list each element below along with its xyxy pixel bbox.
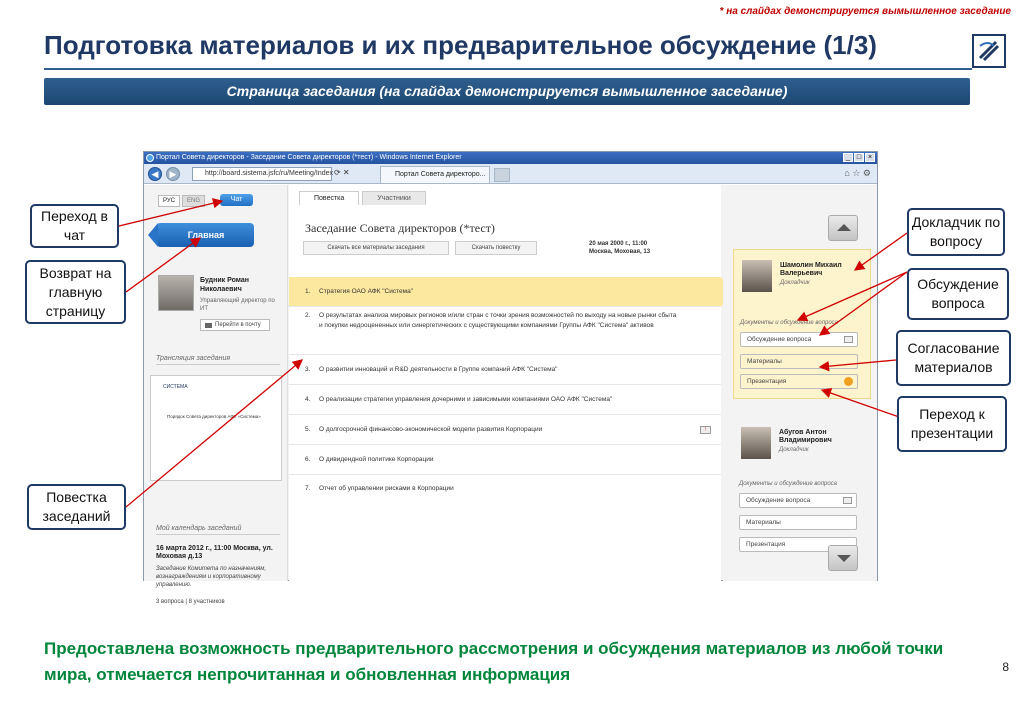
agenda-number: 3. (305, 366, 311, 373)
speaker-name: Абугов Антон Владимирович (779, 429, 832, 444)
presentation-button[interactable]: Презентация (739, 537, 857, 552)
discussion-label: Обсуждение вопроса (747, 336, 812, 343)
meeting-place: Москва, Моховая, 13 (589, 249, 651, 255)
calendar-meta: 3 вопроса | 8 участников (156, 599, 225, 605)
download-agenda-button[interactable]: Скачать повестку (455, 241, 537, 255)
summary-text: Предоставлена возможность предварительного рассмотрения и обсуждения материалов из любой точки мира, отмечается непрочитанная и обновленная информация (44, 639, 944, 684)
agenda-number: 2. (305, 312, 311, 319)
materials-button[interactable]: Материалы (740, 354, 858, 369)
tab-participants[interactable]: Участники (362, 191, 425, 205)
discussion-label: Обсуждение вопроса (746, 497, 811, 504)
fictional-meeting-note: * на слайдах демонстрируется вымышленное заседание (719, 6, 1011, 17)
section-banner: Страница заседания (на слайдах демонстрируется вымышленное заседание) (44, 78, 970, 105)
agenda-text: Отчет об управлении рисками в Корпорации (319, 485, 454, 492)
minimize-icon[interactable]: _ (843, 153, 853, 162)
docs-heading: Документы и обсуждение вопроса (740, 320, 839, 326)
chat-button[interactable]: Чат (220, 194, 253, 206)
agenda-number: 6. (305, 456, 311, 463)
lang-en-button[interactable]: ENG (182, 195, 205, 207)
refresh-stop-icons[interactable]: ⟳ ✕ (334, 168, 350, 177)
maximize-icon[interactable]: □ (854, 153, 864, 162)
page-number: 8 (1002, 660, 1009, 674)
stream-logo: СИСТЕМА (163, 384, 188, 390)
stream-heading: Трансляция заседания (156, 355, 280, 365)
agenda-number: 4. (305, 396, 311, 403)
address-bar[interactable]: http://board.sistema.jsfc/ru/Meeting/Index (192, 167, 332, 181)
callout-speaker: Докладчик по вопросу (907, 208, 1005, 256)
download-all-button[interactable]: Скачать все материалы заседания (303, 241, 449, 255)
speaker-role: Докладчик (779, 447, 809, 453)
forward-icon[interactable]: ▶ (166, 167, 180, 181)
agenda-text: Стратегия ОАО АФК "Система" (319, 287, 414, 295)
calendar-heading: Мой календарь заседаний (156, 525, 280, 535)
callout-presentation: Переход к презентации (897, 396, 1007, 452)
docs-heading: Документы и обсуждение вопроса (739, 481, 838, 487)
browser-title: Портал Совета директоров - Заседание Совета директоров (*тест) - Windows Internet Explorer (156, 154, 462, 161)
callout-agenda: Повестка заседаний (27, 484, 126, 530)
back-icon[interactable]: ◀ (148, 167, 162, 181)
meeting-title: Заседание Совета директоров (*тест) (305, 221, 495, 235)
user-role: Управляющий директор по ИТ (200, 298, 275, 312)
presentation-label: Презентация (747, 378, 787, 385)
browser-tab[interactable]: Портал Совета директоро... (380, 166, 490, 183)
agenda-number: 5. (305, 426, 311, 433)
stream-text: Порядок Совета директоров АФК «Система» (167, 414, 261, 419)
callout-approval: Согласование материалов (896, 330, 1011, 386)
callout-home: Возврат на главную страницу (25, 260, 126, 324)
agenda-text: О дивидендной политике Корпорации (319, 455, 434, 463)
agenda-number: 7. (305, 485, 311, 492)
home-favorites-icons[interactable]: ⌂ ☆ ⚙ (844, 168, 871, 178)
mail-button[interactable]: Перейти в почту (200, 319, 270, 331)
close-icon[interactable]: × (865, 153, 875, 162)
agenda-text: О реализации стратегии управления дочерними и зависимыми компаниями ОАО АФК "Система" (319, 395, 613, 403)
user-name: Будник Роман Николаевич (200, 277, 249, 293)
lang-ru-button[interactable]: РУС (158, 195, 180, 207)
calendar-date[interactable]: 16 марта 2012 г., 11:00 Москва, ул. Моховая д.13 (156, 545, 273, 560)
agenda-number: 1. (305, 288, 311, 295)
agenda-text: О долгосрочной финансово-экономической модели развития Корпорации (319, 425, 543, 433)
tab-agenda[interactable]: Повестка (299, 191, 359, 205)
new-comment-icon[interactable]: ! (700, 426, 711, 434)
meeting-date: 20 мая 2000 г., 11:00 (589, 241, 648, 247)
slide-title: Подготовка материалов и их предварительное обсуждение (1/3) (44, 30, 877, 60)
home-button[interactable]: Главная (158, 223, 254, 247)
agenda-text: О развитии инноваций и R&D деятельности в Группе компаний АФК "Система" (319, 365, 558, 373)
calendar-description: Заседание Комитета по назначениям, вознаграждениям и корпоративному управлению. (156, 566, 267, 588)
speaker-role: Докладчик (780, 280, 810, 286)
materials-button[interactable]: Материалы (739, 515, 857, 530)
agenda-text: О результатах анализа мировых регионов и/или стран с точки зрения возможностей по выходу на новые рынки сбыта и покупки недооцененных или синергетических с существующими компаниями Группы АФК "Система" активов (319, 312, 677, 329)
speaker-name: Шамолин Михаил Валерьевич (780, 262, 842, 277)
callout-chat: Переход в чат (30, 204, 119, 248)
callout-discussion: Обсуждение вопроса (907, 268, 1009, 320)
